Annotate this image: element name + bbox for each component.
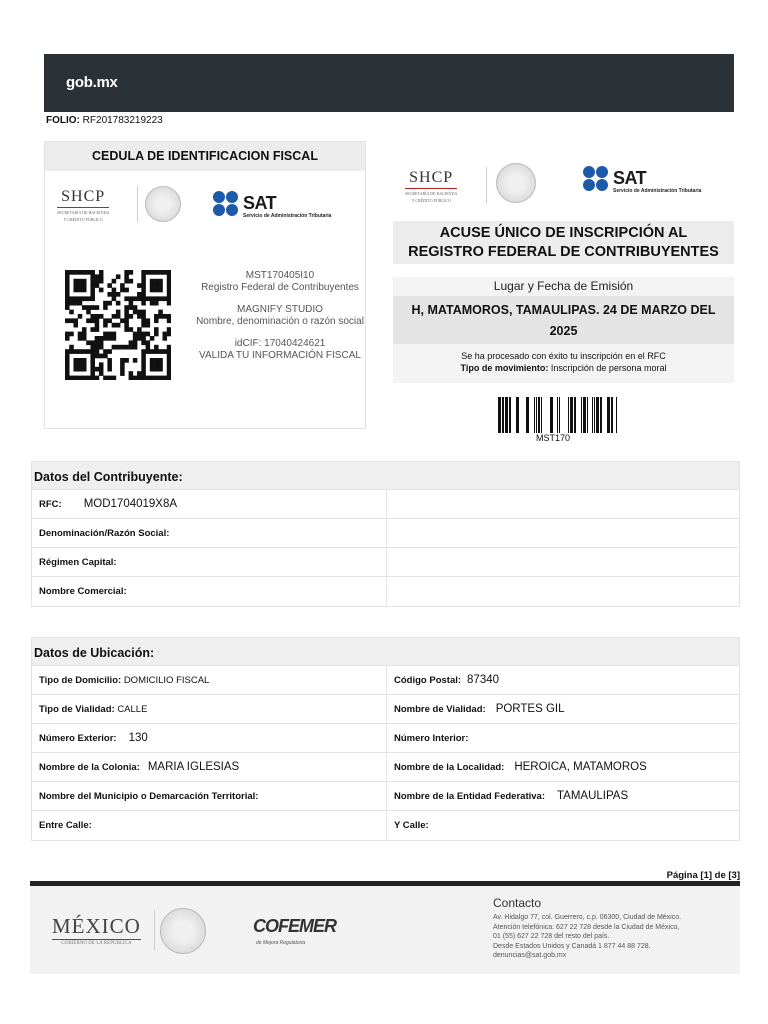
lugar-label: Lugar y Fecha de Emisión (393, 277, 734, 296)
cedula-title: CEDULA DE IDENTIFICACION FISCAL (45, 142, 365, 171)
gobmx-logo[interactable]: gob.mx (66, 74, 118, 91)
mexico-seal-icon (160, 908, 206, 954)
mexico-seal-icon (496, 163, 536, 203)
folio-value: RF201783219223 (82, 115, 163, 126)
inscripcion-message: Se ha procesado con éxito tu inscripción en el RFC Tipo de movimiento: Inscripción de persona moral (393, 344, 734, 383)
table-row: Número Exterior: 130 Número Interior: (32, 724, 739, 753)
lugar-fecha-box (393, 277, 734, 383)
contacto-email[interactable]: denuncias@sat.gob.mx (493, 952, 567, 959)
datos-contribuyente (31, 461, 740, 607)
contacto: Contacto Av. Hidalgo 77, col. Guerrero, c.p. 06300, Ciudad de México. Atención telefónica: 627 22 728 desde la Ciudad de México, 01 (55) 627 22 728 del resto del país. Desde Estados Unidos y Canadá 1 877 44 88 728. denuncias@sat.gob.mx (493, 896, 733, 961)
logo-divider (486, 167, 487, 203)
datos-ubicacion (31, 637, 740, 841)
cedula-card (44, 141, 366, 429)
page-indicator: Página [1] de [3] (666, 870, 740, 881)
qr-code-icon[interactable] (65, 270, 171, 380)
cedula-info (195, 270, 365, 362)
table-row: Nombre Comercial: (32, 577, 739, 606)
table-row: Tipo de Domicilio: DOMICILIO FISCAL Código Postal: 87340 (32, 666, 739, 695)
rfc-value: MOD1704019X8A (83, 498, 178, 510)
lugar-value: H, MATAMOROS, TAMAULIPAS. 24 DE MARZO DEL 2025 (393, 296, 734, 344)
table-row: Nombre del Municipio o Demarcación Territorial: Nombre de la Entidad Federativa: TAMAULIPAS (32, 782, 739, 811)
sat-dots-icon (583, 166, 609, 192)
footer (30, 886, 740, 974)
gobmx-header (44, 54, 734, 112)
cedula-logos: SHCP SECRETARÍA DE HACIENDA Y CRÉDITO PÚBLICO SAT Servicio de Administración Tributaria (57, 188, 332, 222)
table-row: Entre Calle: Y Calle: (32, 811, 739, 840)
folio (46, 115, 163, 126)
taxpayer-name: MAGNIFY STUDIO (237, 304, 323, 315)
table-row: Régimen Capital: (32, 548, 739, 577)
mexico-seal-icon (145, 186, 181, 222)
acuse-logos: SHCP SECRETARÍA DE HACIENDA Y CRÉDITO PÚBLICO SAT Servicio de Administración Tributaria (393, 141, 741, 216)
barcode-label: MST170 (535, 433, 570, 443)
valida-info: VALIDA TU INFORMACIÓN FISCAL (199, 350, 361, 361)
barcode-icon (489, 397, 617, 433)
table-row: Nombre de la Colonia: MARIA IGLESIAS Nombre de la Localidad: HEROICA, MATAMOROS (32, 753, 739, 782)
table-row: Tipo de Vialidad: CALLE Nombre de Vialidad: PORTES GIL (32, 695, 739, 724)
shcp-logo: SHCP SECRETARÍA DE HACIENDA Y CRÉDITO PÚBLICO (57, 188, 110, 222)
contacto-title: Contacto (493, 896, 542, 910)
cofemer-sub: de Mejora Regulatoria (256, 940, 306, 946)
sat-dots-icon (213, 191, 239, 217)
table-row: Denominación/Razón Social: (32, 519, 739, 548)
logo-divider (154, 910, 155, 950)
cofemer-logo: COFEMER (253, 916, 336, 936)
idcif: idCIF: 17040424621 (234, 338, 326, 349)
section-title: Datos del Contribuyente: (32, 462, 739, 490)
shcp-logo: SHCP SECRETARÍA DE HACIENDA Y CRÉDITO PÚBLICO (405, 169, 458, 203)
mexico-logo: MÉXICO GOBIERNO DE LA REPÚBLICA (52, 914, 141, 946)
acuse-title: ACUSE ÚNICO DE INSCRIPCIÓN AL REGISTRO FEDERAL DE CONTRIBUYENTES (393, 221, 734, 264)
table-row: RFC: MOD1704019X8A (32, 490, 739, 519)
name-caption: Nombre, denominación o razón social (196, 316, 364, 327)
folio-label: FOLIO: (46, 115, 80, 126)
rfc-code: MST170405I10 (245, 270, 315, 281)
logo-divider (137, 186, 138, 222)
rfc-caption: Registro Federal de Contribuyentes (201, 282, 359, 293)
section-title: Datos de Ubicación: (32, 638, 739, 666)
